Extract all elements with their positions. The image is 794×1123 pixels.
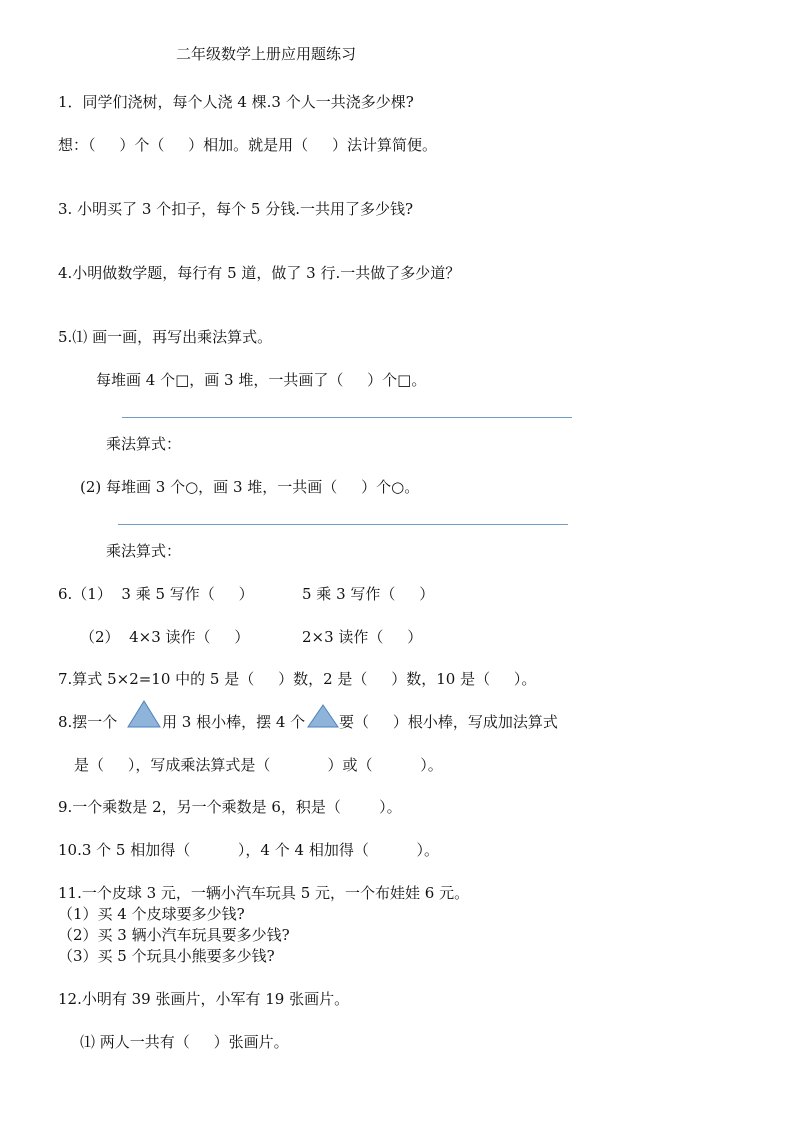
- question-6-a1: 6.（1） 3 乘 5 写作（ ）: [58, 585, 254, 603]
- question-3: 3. 小明买了 3 个扣子，每个 5 分钱.一共用了多少钱?: [58, 200, 414, 218]
- question-12-sub-1: ⑴ 两人一共有（ ）张画片。: [80, 1033, 289, 1051]
- question-9: 9.一个乘数是 2，另一个乘数是 6，积是（ ）。: [58, 798, 402, 816]
- answer-line-1[interactable]: [122, 417, 572, 418]
- question-7: 7.算式 5×2=10 中的 5 是（ ）数，2 是（ ）数，10 是（ ）。: [58, 670, 537, 688]
- answer-line-2[interactable]: [118, 524, 568, 525]
- question-8-line-2: 是（ ），写成乘法算式是（ ）或（ ）。: [74, 756, 443, 774]
- question-8-part-3: 要（ ）根小棒，写成加法算式: [339, 713, 558, 731]
- question-11-sub-1: （1）买 4 个皮球要多少钱?: [58, 905, 245, 923]
- question-11-sub-2: （2）买 3 辆小汽车玩具要多少钱?: [58, 926, 290, 944]
- question-6-a2: 5 乘 3 写作（ ）: [302, 585, 435, 603]
- formula-label-2: 乘法算式：: [106, 542, 182, 560]
- question-5-part-2: (2) 每堆画 3 个○，画 3 堆，一共画（ ）个○。: [80, 478, 420, 496]
- question-12: 12.小明有 39 张画片，小军有 19 张画片。: [58, 990, 350, 1008]
- question-1: 1．同学们浇树，每个人浇 4 棵.3 个人一共浇多少棵?: [58, 93, 414, 111]
- triangle-icon: [307, 704, 339, 728]
- page-title: 二年级数学上册应用题练习: [176, 45, 357, 63]
- question-5-heading: 5.⑴ 画一画，再写出乘法算式。: [58, 328, 273, 346]
- question-6-b1: （2） 4×3 读作（ ）: [80, 628, 250, 646]
- formula-label-1: 乘法算式：: [106, 435, 182, 453]
- question-6-b2: 2×3 读作（ ）: [302, 628, 423, 646]
- question-10: 10.3 个 5 相加得（ ），4 个 4 相加得（ ）。: [58, 841, 440, 859]
- question-8-part-2: 用 3 根小棒，摆 4 个: [162, 713, 306, 731]
- question-8-part-1: 8.摆一个: [58, 713, 118, 731]
- question-11: 11.一个皮球 3 元，一辆小汽车玩具 5 元，一个布娃娃 6 元。: [58, 884, 470, 902]
- question-4: 4.小明做数学题，每行有 5 道，做了 3 行.一共做了多少道？: [58, 264, 461, 282]
- question-1-hint: 想：（ ）个（ ）相加。就是用（ ）法计算简便。: [58, 136, 438, 154]
- triangle-icon: [127, 700, 161, 728]
- question-11-sub-3: （3）买 5 个玩具小熊要多少钱?: [58, 947, 275, 965]
- question-5-part-1: 每堆画 4 个□，画 3 堆，一共画了（ ）个□。: [96, 371, 427, 389]
